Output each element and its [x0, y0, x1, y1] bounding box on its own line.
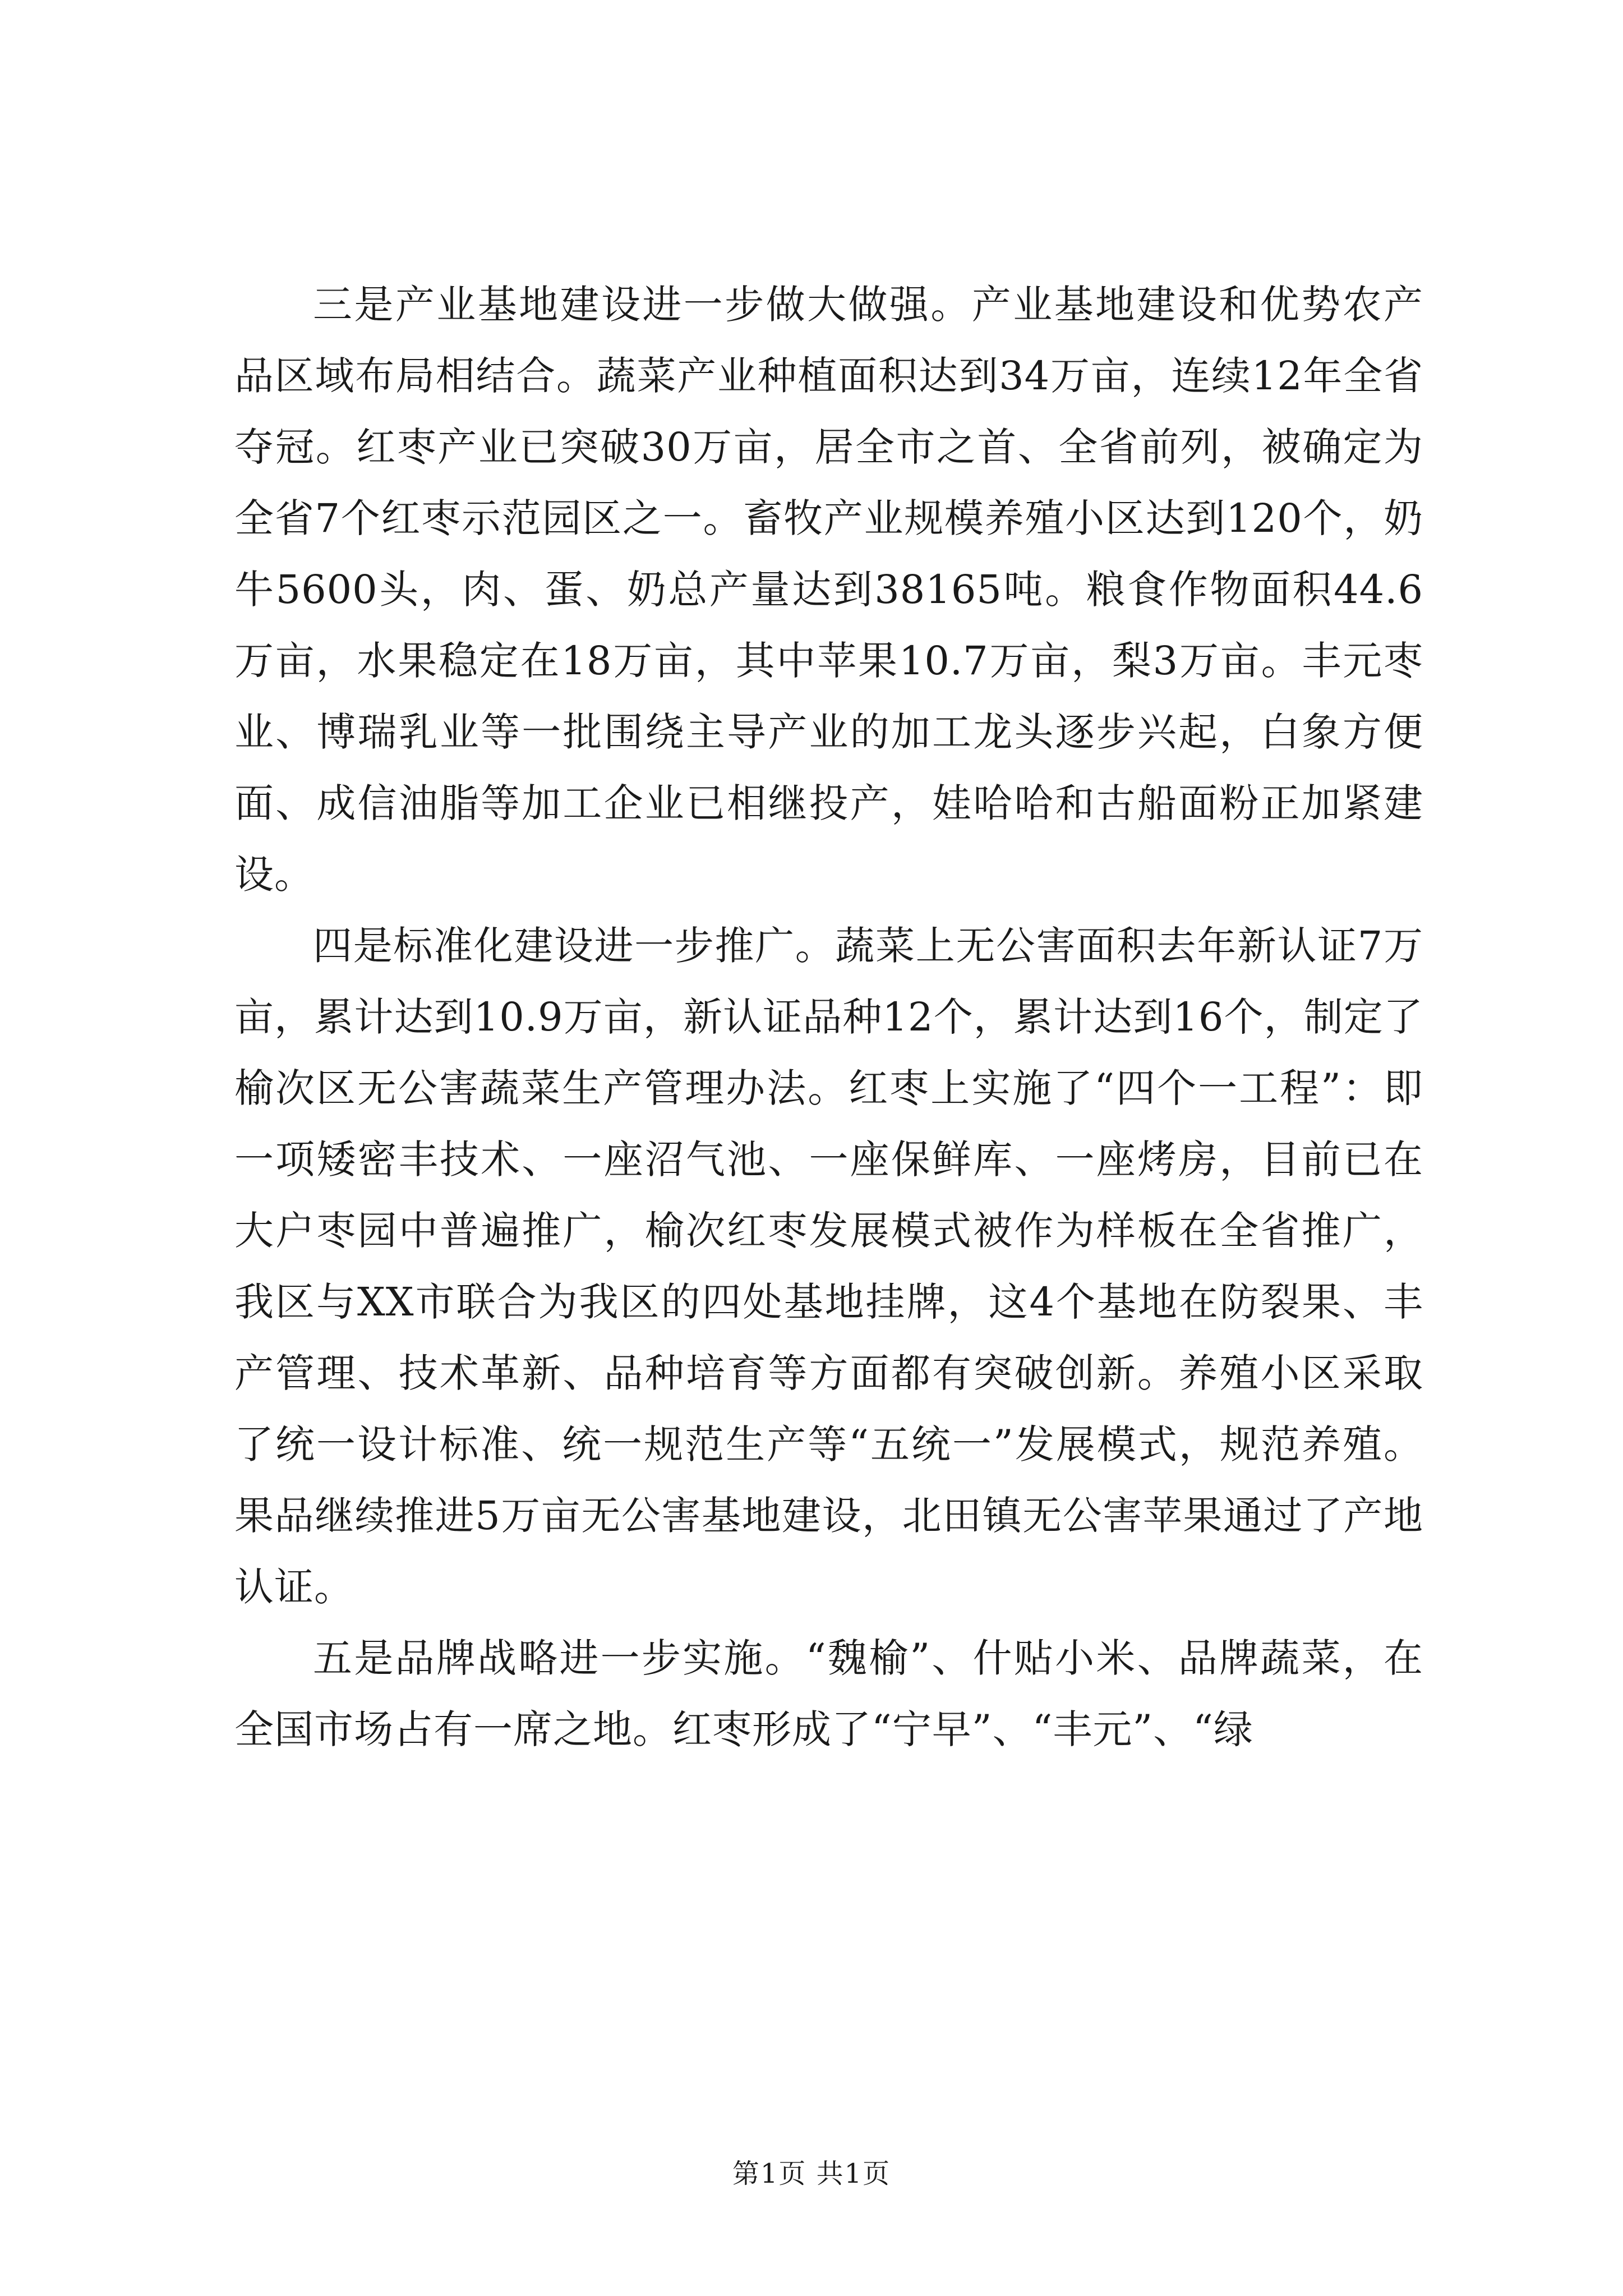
document-body: [234, 269, 1423, 1765]
page-number-footer: 第1页 共1页: [732, 2158, 891, 2189]
paragraph-industrial-base: 三是产业基地建设进一步做大做强。产业基地建设和优势农产品区域布局相结合。蔬菜产业种植面积达到34万亩，连续12年全省夺冠。红枣产业已突破30万亩，居全市之首、全省前列，被确定为全省7个红枣示范园区之一。畜牧产业规模养殖小区达到120个，奶牛5600头，肉、蛋、奶总产量达到38165吨。粮食作物面积44.6万亩，水果稳定在18万亩，其中苹果10.7万亩，梨3万亩。丰元枣业、博瑞乳业等一批围绕主导产业的加工龙头逐步兴起，白象方便面、成信油脂等加工企业已相继投产，娃哈哈和古船面粉正加紧建设。: [234, 282, 1423, 898]
paragraph-brand-strategy: 五是品牌战略进一步实施。“魏榆”、什贴小米、品牌蔬菜，在全国市场占有一席之地。红枣形成了“宁早”、“丰元”、“绿: [234, 1635, 1423, 1752]
paragraph-standardization: 四是标准化建设进一步推广。蔬菜上无公害面积去年新认证7万亩，累计达到10.9万亩，新认证品种12个，累计达到16个，制定了榆次区无公害蔬菜生产管理办法。红枣上实施了“四个一工程”：即一项矮密丰技术、一座沼气池、一座保鲜库、一座烤房，目前已在大户枣园中普遍推广，榆次红枣发展模式被作为样板在全省推广，我区与XX市联合为我区的四处基地挂牌，这4个基地在防裂果、丰产管理、技术革新、品种培育等方面都有突破创新。养殖小区采取了统一设计标准、统一规范生产等“五统一”发展模式，规范养殖。果品继续推进5万亩无公害基地建设，北田镇无公害苹果通过了产地认证。: [234, 923, 1423, 1610]
